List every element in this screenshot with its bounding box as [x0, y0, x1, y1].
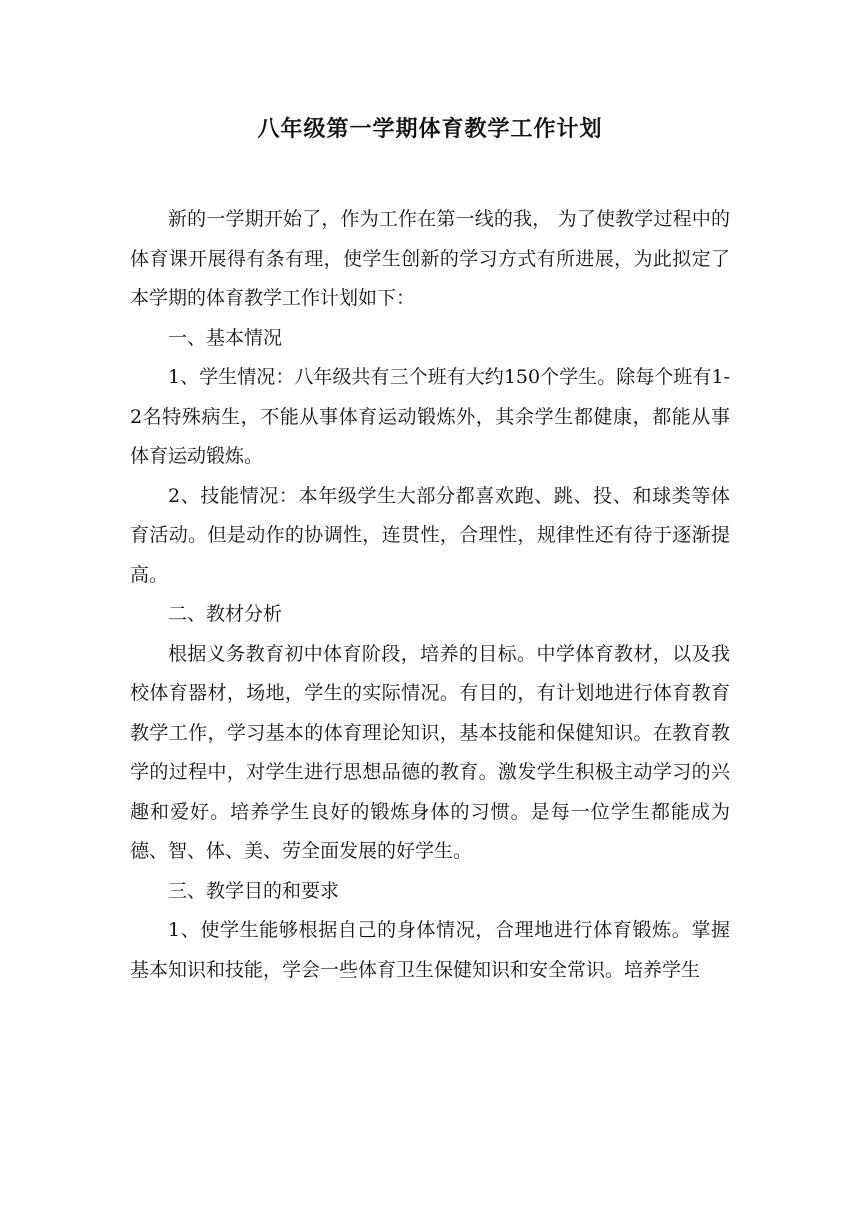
- paragraph-teaching-goal-1: 1、使学生能够根据自己的身体情况，合理地进行体育锻炼。掌握基本知识和技能，学会一些体育卫生保健知识和安全常识。培养学生: [130, 919, 730, 981]
- paragraph-material-analysis: 根据义务教育初中体育阶段，培养的目标。中学体育教材，以及我校体育器材，场地，学生的实际情况。有目的，有计划地进行体育教育教学工作，学习基本的体育理论知识，基本技能和保健知识。在教育教学的过程中，对学生进行思想品德的教育。激发学生积极主动学习的兴趣和爱好。培养学生良好的锻炼身体的习惯。是每一位学生都能成为德、智、体、美、劳全面发展的好学生。: [130, 642, 730, 862]
- paragraph-skill-situation: 2、技能情况：本年级学生大部分都喜欢跑、跳、投、和球类等体育活动。但是动作的协调性，连贯性，合理性，规律性还有待于逐渐提高。: [130, 484, 730, 586]
- paragraph-intro: 新的一学期开始了，作为工作在第一线的我， 为了使教学过程中的体育课开展得有条有理，使学生创新的学习方式有所进展，为此拟定了本学期的体育教学工作计划如下：: [130, 208, 730, 309]
- document-title: 八年级第一学期体育教学工作计划: [257, 116, 603, 142]
- document-body: [130, 200, 730, 990]
- section-heading-basic-situation: 一、基本情况: [168, 326, 283, 349]
- section-heading-material-analysis: 二、教材分析: [168, 603, 283, 625]
- section-heading-teaching-goals: 三、教学目的和要求: [168, 879, 340, 902]
- paragraph-student-situation: 1、学生情况：八年级共有三个班有大约150个学生。除每个班有1-2名特殊病生，不能从事体育运动锻炼外，其余学生都健康，都能从事体育运动锻炼。: [130, 366, 730, 467]
